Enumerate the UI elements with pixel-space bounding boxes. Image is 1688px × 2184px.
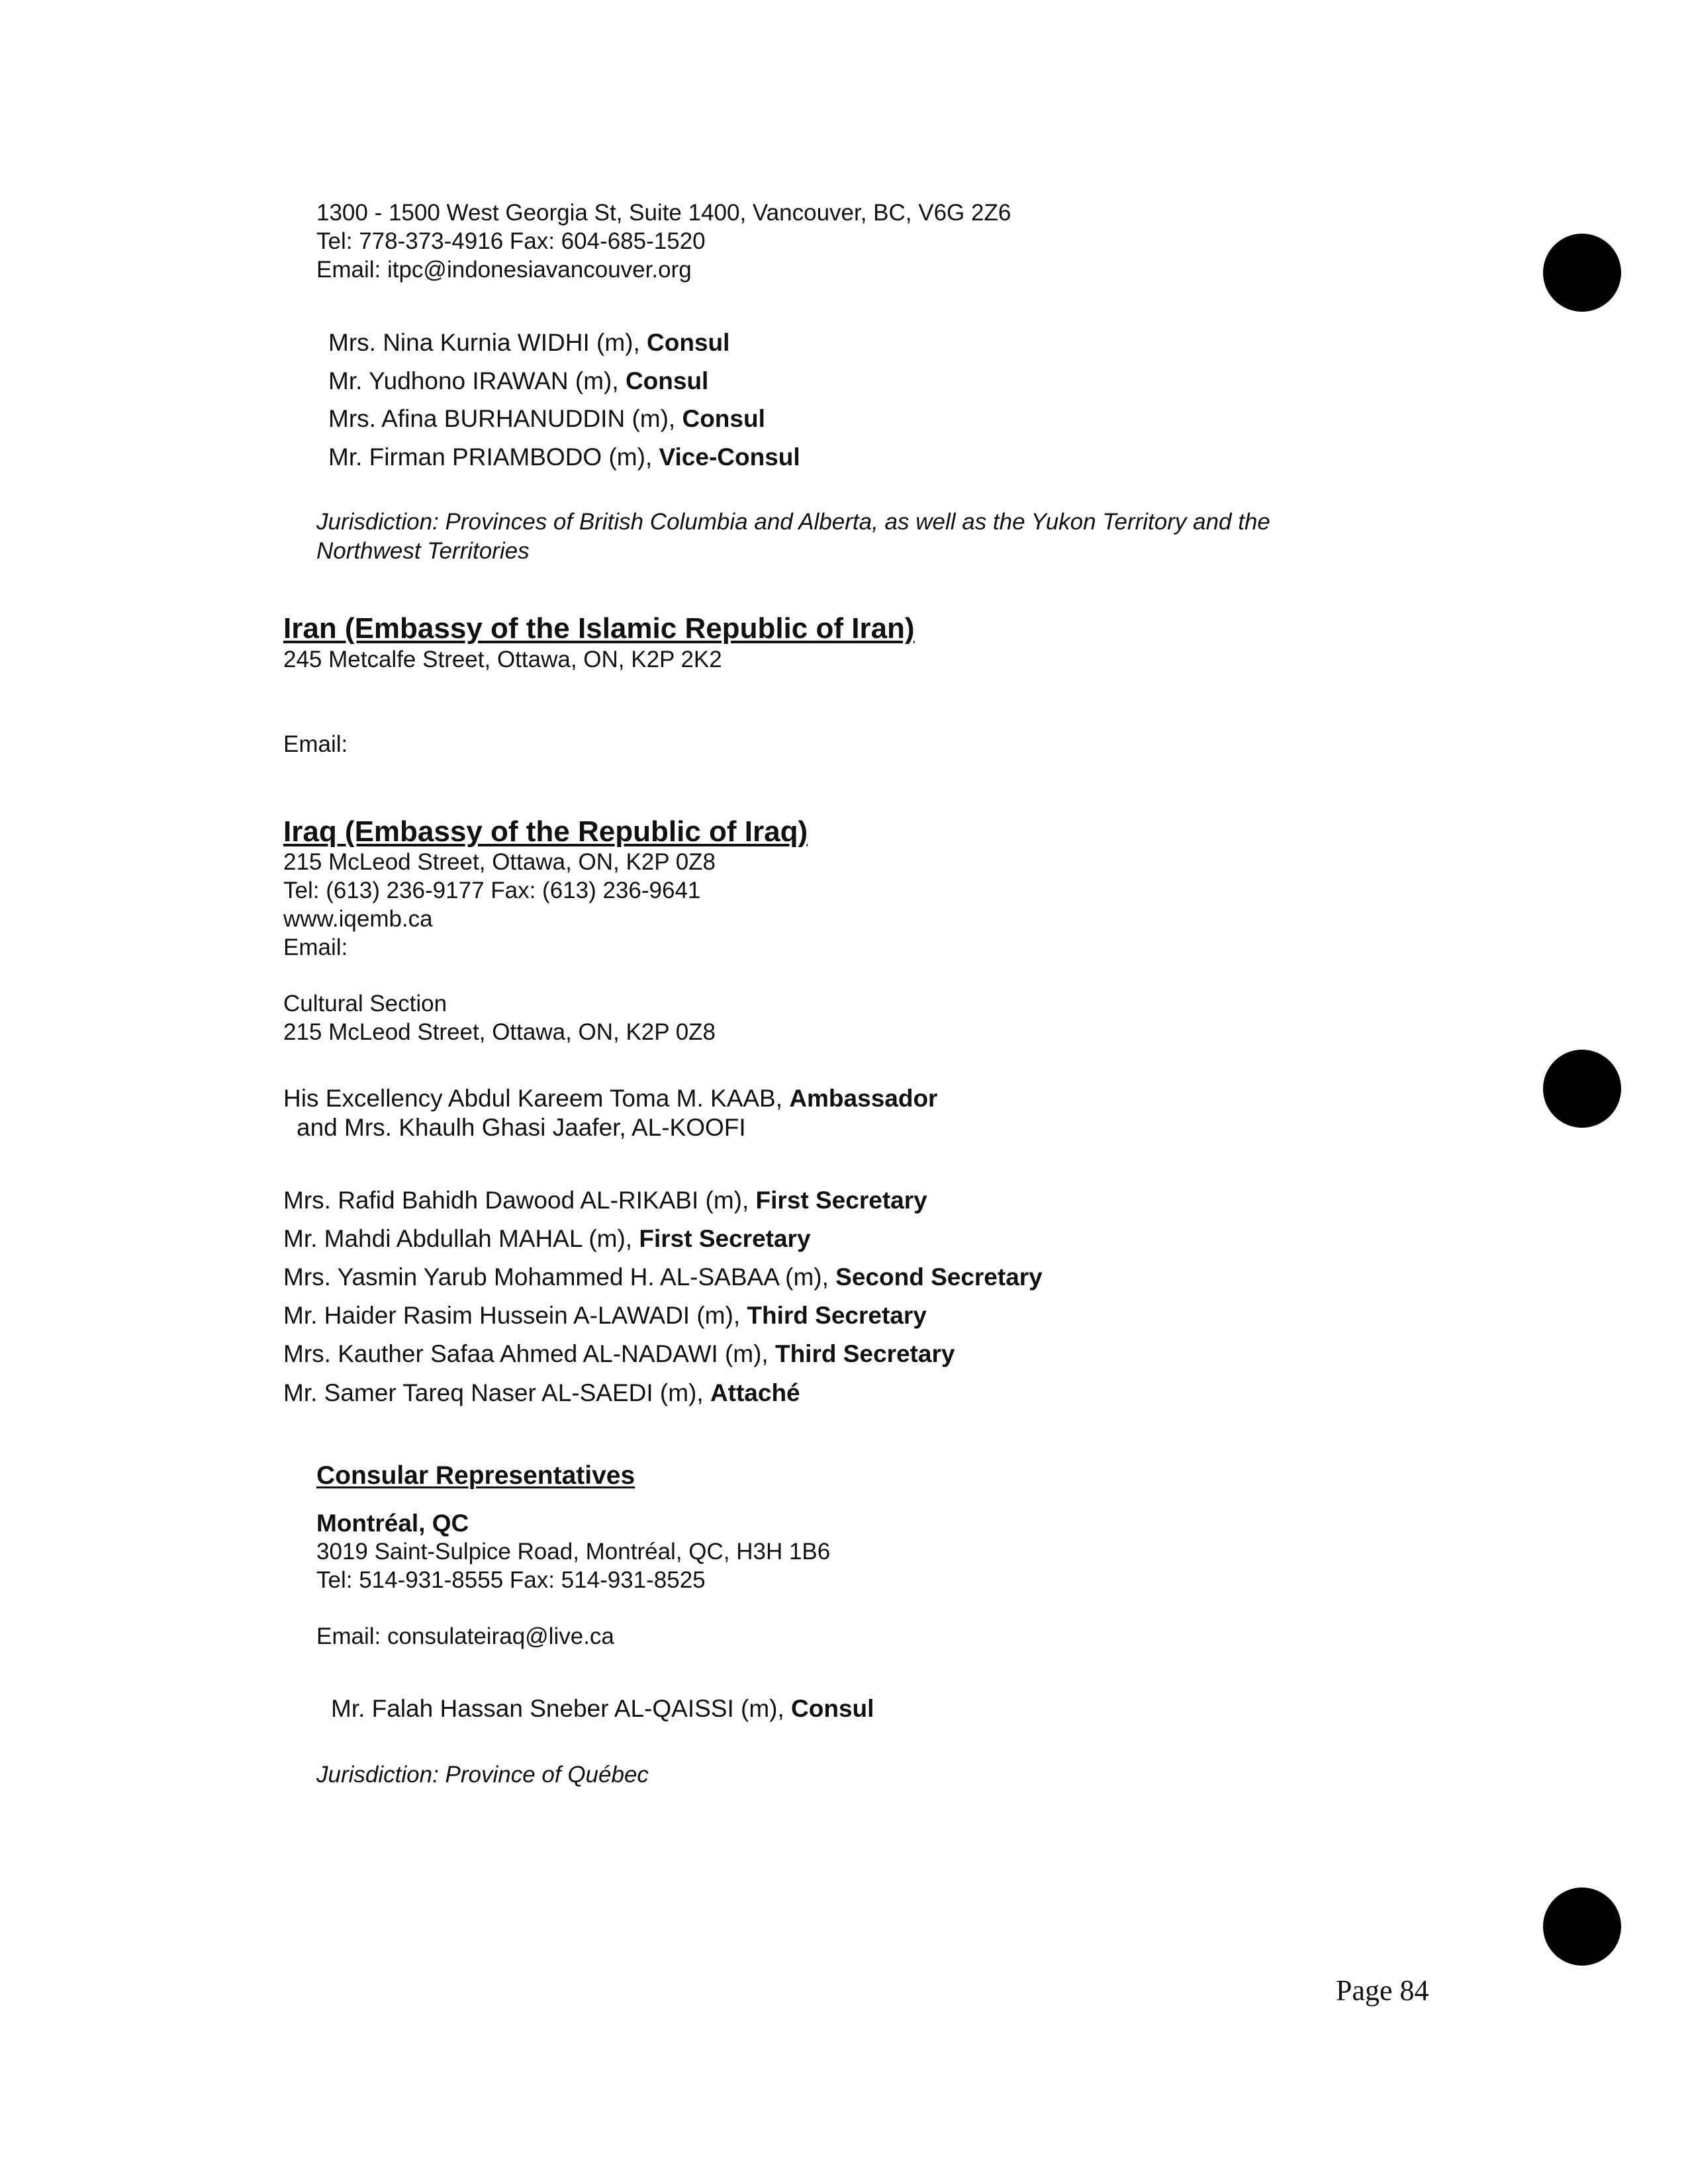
iran-address: 245 Metcalfe Street, Ottawa, ON, K2P 2K2 — [283, 647, 722, 672]
binder-hole-bottom — [1543, 1888, 1621, 1966]
iraq-staff-6: Mr. Samer Tareq Naser AL-SAEDI (m), Attaché — [283, 1379, 800, 1406]
iraq-ambassador-spouse: and Mrs. Khaulh Ghasi Jaafer, AL-KOOFI — [297, 1114, 746, 1141]
indonesia-tel-fax: Tel: 778-373-4916 Fax: 604-685-1520 — [316, 228, 706, 254]
iraq-email: Email: — [283, 934, 348, 960]
iran-heading: Iran (Embassy of the Islamic Republic of Iran) — [283, 612, 915, 645]
consulate-city: Montréal, QC — [316, 1510, 469, 1537]
consulate-address: 3019 Saint-Sulpice Road, Montréal, QC, H3H 1B6 — [316, 1539, 831, 1565]
indonesia-jurisdiction-line-2: Northwest Territories — [316, 538, 530, 564]
iraq-cultural-section-label: Cultural Section — [283, 991, 447, 1017]
consulate-jurisdiction: Jurisdiction: Province of Québec — [316, 1762, 649, 1788]
consulate-tel-fax: Tel: 514-931-8555 Fax: 514-931-8525 — [316, 1567, 706, 1593]
consulate-email: Email: consulateiraq@live.ca — [316, 1623, 614, 1649]
page-number: Page 84 — [1336, 1974, 1429, 2007]
iraq-staff-3: Mrs. Yasmin Yarub Mohammed H. AL-SABAA (m), Second Secretary — [283, 1263, 1043, 1291]
iraq-staff-5: Mrs. Kauther Safaa Ahmed AL-NADAWI (m), Third Secretary — [283, 1340, 955, 1367]
indonesia-jurisdiction-line-1: Jurisdiction: Provinces of British Columbia and Alberta, as well as the Yukon Territory and the — [316, 509, 1270, 535]
iraq-staff-2: Mr. Mahdi Abdullah MAHAL (m), First Secretary — [283, 1225, 811, 1252]
iran-email: Email: — [283, 731, 348, 757]
indonesia-staff-2: Mr. Yudhono IRAWAN (m), Consul — [328, 367, 709, 394]
iraq-tel-fax: Tel: (613) 236-9177 Fax: (613) 236-9641 — [283, 878, 701, 903]
iraq-cultural-section-address: 215 McLeod Street, Ottawa, ON, K2P 0Z8 — [283, 1019, 716, 1045]
iraq-staff-4: Mr. Haider Rasim Hussein A-LAWADI (m), Third Secretary — [283, 1302, 927, 1329]
iraq-address: 215 McLeod Street, Ottawa, ON, K2P 0Z8 — [283, 849, 716, 875]
consul-entry: Mr. Falah Hassan Sneber AL-QAISSI (m), Consul — [331, 1695, 874, 1722]
iraq-website: www.iqemb.ca — [283, 906, 433, 932]
indonesia-email: Email: itpc@indonesiavancouver.org — [316, 257, 692, 283]
binder-hole-top — [1543, 234, 1621, 312]
indonesia-staff-3: Mrs. Afina BURHANUDDIN (m), Consul — [328, 405, 765, 432]
indonesia-staff-4: Mr. Firman PRIAMBODO (m), Vice-Consul — [328, 443, 800, 471]
iraq-staff-1: Mrs. Rafid Bahidh Dawood AL-RIKABI (m), First Secretary — [283, 1187, 927, 1214]
indonesia-address: 1300 - 1500 West Georgia St, Suite 1400, Vancouver, BC, V6G 2Z6 — [316, 200, 1011, 226]
consular-representatives-heading: Consular Representatives — [316, 1461, 635, 1490]
binder-hole-middle — [1543, 1050, 1621, 1128]
iraq-heading: Iraq (Embassy of the Republic of Iraq) — [283, 815, 808, 848]
iraq-ambassador: His Excellency Abdul Kareem Toma M. KAAB, Ambassador — [283, 1085, 938, 1112]
indonesia-staff-1: Mrs. Nina Kurnia WIDHI (m), Consul — [328, 329, 730, 356]
